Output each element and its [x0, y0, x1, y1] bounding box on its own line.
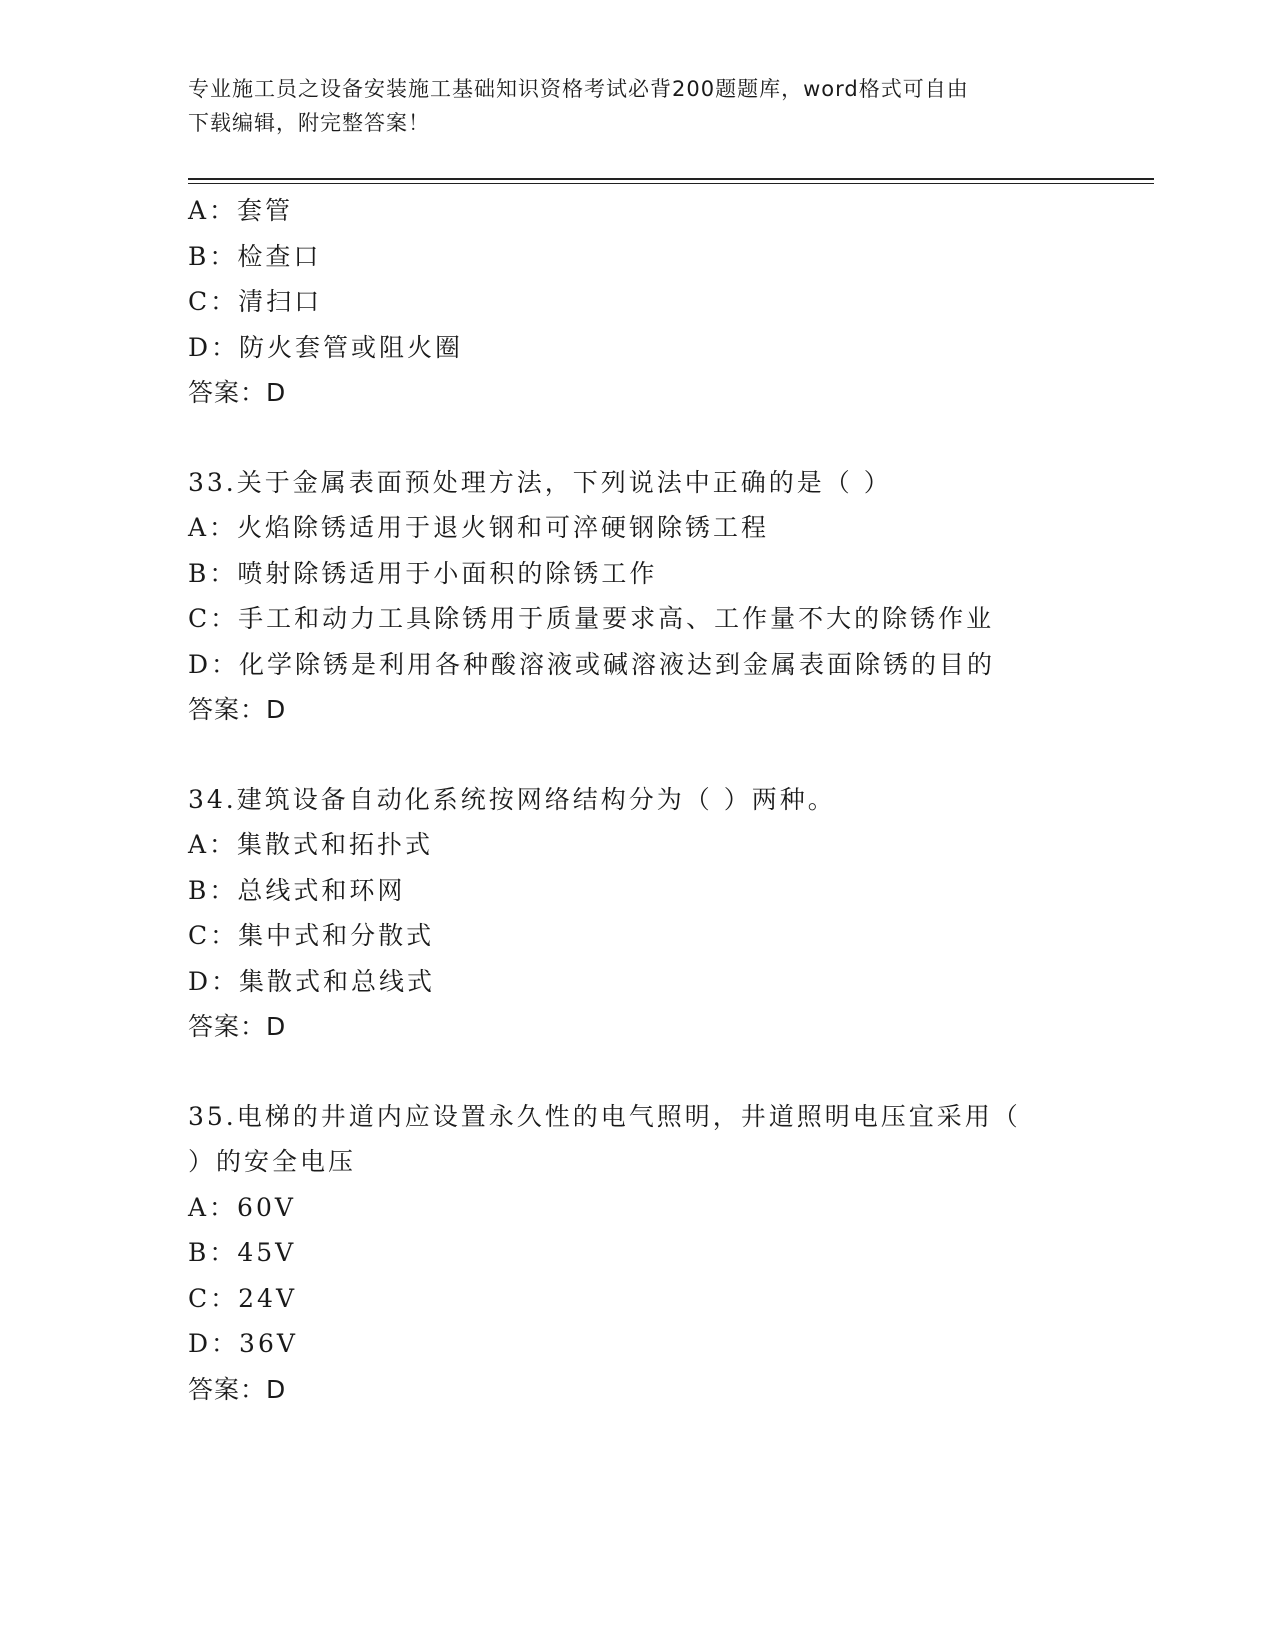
header-rule-thick [188, 178, 1154, 180]
spacer [188, 733, 1068, 777]
answer-line: 答案：D [188, 1374, 287, 1404]
option-d: D：化学除锈是利用各种酸溶液或碱溶液达到金属表面除锈的目的 [188, 649, 996, 679]
option-d: D：集散式和总线式 [188, 966, 436, 996]
question-block-35 [188, 1094, 1068, 1413]
option-b: B：总线式和环网 [188, 875, 406, 905]
question-text-line-2: ）的安全电压 [188, 1147, 357, 1176]
question-text-line-1: 35.电梯的井道内应设置永久性的电气照明，井道照明电压宜采用（ [188, 1101, 1021, 1131]
question-block-34 [188, 777, 1068, 1050]
option-a: A：集散式和拓扑式 [188, 830, 434, 859]
spacer [188, 1050, 1068, 1094]
question-text: 33.关于金属表面预处理方法，下列说法中正确的是（ ） [188, 467, 892, 497]
option-c: C：集中式和分散式 [188, 921, 435, 950]
answer-line: 答案：D [188, 1012, 287, 1041]
option-a: A：套管 [188, 196, 294, 225]
answer-line: 答案：D [188, 378, 287, 407]
option-b: B：喷射除锈适用于小面积的除锈工作 [188, 558, 658, 588]
question-block-prev [188, 188, 1068, 416]
option-a: A：60V [188, 1192, 296, 1222]
question-block-33 [188, 460, 1068, 733]
header-rule-thin [188, 183, 1154, 184]
header-line-2: 下载编辑，附完整答案！ [188, 111, 430, 135]
header-line-1: 专业施工员之设备安装施工基础知识资格考试必背200题题库，word格式可自由 [188, 77, 969, 101]
document-header [188, 72, 1068, 140]
option-c: C：清扫口 [188, 287, 323, 316]
question-text: 34.建筑设备自动化系统按网络结构分为（ ）两种。 [188, 784, 836, 814]
document-body [188, 188, 1068, 1412]
option-c: C：24V [188, 1283, 297, 1313]
answer-line: 答案：D [188, 695, 287, 724]
option-d: D：防火套管或阻火圈 [188, 332, 464, 362]
option-d: D：36V [188, 1329, 298, 1358]
spacer [188, 416, 1068, 460]
option-b: B：45V [188, 1238, 297, 1267]
option-a: A：火焰除锈适用于退火钢和可淬硬钢除锈工程 [188, 513, 770, 542]
option-c: C：手工和动力工具除锈用于质量要求高、工作量不大的除锈作业 [188, 604, 995, 633]
option-b: B：检查口 [188, 241, 322, 271]
